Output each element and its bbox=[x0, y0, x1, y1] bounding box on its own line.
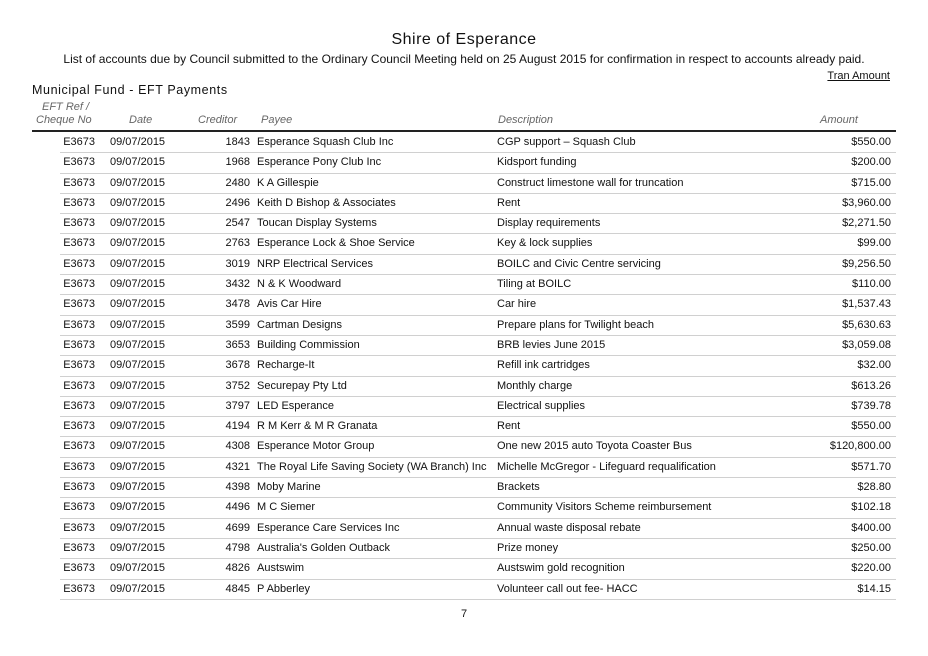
description-cell: BOILC and Civic Centre servicing bbox=[497, 257, 661, 270]
creditor-cell: 2763 bbox=[225, 237, 250, 250]
description-cell: Electrical supplies bbox=[497, 399, 586, 412]
description-cell: Kidsport funding bbox=[497, 156, 577, 169]
creditor-cell: 4496 bbox=[225, 501, 250, 514]
table-row bbox=[0, 153, 928, 173]
eft-ref-cell: E3673 bbox=[63, 481, 95, 494]
date-cell: 09/07/2015 bbox=[110, 359, 166, 372]
creditor-cell: 3752 bbox=[225, 379, 250, 392]
creditor-cell: 2480 bbox=[225, 176, 250, 189]
payee-cell: LED Esperance bbox=[257, 399, 335, 412]
eft-ref-cell: E3673 bbox=[63, 338, 95, 351]
amount-cell: $571.70 bbox=[851, 460, 891, 473]
payments-table bbox=[0, 133, 928, 600]
description-cell: Refill ink cartridges bbox=[497, 359, 590, 372]
payee-cell: N & K Woodward bbox=[257, 278, 342, 291]
amount-cell: $1,537.43 bbox=[842, 298, 891, 311]
header-divider bbox=[32, 130, 896, 132]
payee-cell: Australia's Golden Outback bbox=[257, 541, 390, 554]
document-subtitle: List of accounts due by Council submitted to the Ordinary Council Meeting held on 25 August 2015 for confirmation in respect to accounts already paid. bbox=[63, 52, 865, 66]
table-row bbox=[0, 559, 928, 579]
date-cell: 09/07/2015 bbox=[110, 521, 166, 534]
eft-ref-cell: E3673 bbox=[63, 237, 95, 250]
description-cell: One new 2015 auto Toyota Coaster Bus bbox=[497, 440, 692, 453]
table-row bbox=[0, 498, 928, 518]
column-header-amount: Amount bbox=[820, 114, 858, 126]
amount-cell: $613.26 bbox=[851, 379, 891, 392]
description-cell: Austswim gold recognition bbox=[497, 562, 625, 575]
payee-cell: The Royal Life Saving Society (WA Branch) Inc bbox=[257, 460, 487, 473]
amount-cell: $5,630.63 bbox=[842, 318, 891, 331]
amount-cell: $120,800.00 bbox=[829, 440, 891, 453]
table-row bbox=[0, 214, 928, 234]
creditor-cell: 4308 bbox=[225, 440, 250, 453]
amount-cell: $110.00 bbox=[852, 278, 891, 291]
eft-ref-cell: E3673 bbox=[63, 278, 95, 291]
creditor-cell: 2496 bbox=[225, 196, 250, 209]
creditor-cell: 3432 bbox=[225, 278, 250, 291]
eft-ref-cell: E3673 bbox=[63, 440, 95, 453]
creditor-cell: 3797 bbox=[225, 399, 250, 412]
column-header-creditor: Creditor bbox=[198, 114, 238, 126]
table-row bbox=[0, 336, 928, 356]
amount-cell: $14.15 bbox=[857, 582, 891, 595]
table-row bbox=[0, 234, 928, 254]
table-row bbox=[0, 478, 928, 498]
table-row bbox=[0, 458, 928, 478]
table-row bbox=[0, 133, 928, 153]
description-cell: Annual waste disposal rebate bbox=[497, 521, 641, 534]
payee-cell: Esperance Care Services Inc bbox=[257, 521, 400, 534]
eft-ref-cell: E3673 bbox=[63, 196, 95, 209]
payee-cell: R M Kerr & M R Granata bbox=[257, 420, 378, 433]
description-cell: Key & lock supplies bbox=[497, 237, 593, 250]
payee-cell: Keith D Bishop & Associates bbox=[257, 196, 396, 209]
amount-cell: $550.00 bbox=[851, 420, 891, 433]
creditor-cell: 4321 bbox=[225, 460, 250, 473]
date-cell: 09/07/2015 bbox=[110, 257, 166, 270]
table-row bbox=[0, 580, 928, 600]
date-cell: 09/07/2015 bbox=[110, 318, 166, 331]
column-header-payee: Payee bbox=[261, 114, 293, 126]
eft-ref-cell: E3673 bbox=[63, 399, 95, 412]
date-cell: 09/07/2015 bbox=[110, 460, 166, 473]
table-row bbox=[0, 539, 928, 559]
payee-cell: Esperance Pony Club Inc bbox=[257, 156, 382, 169]
payee-cell: Moby Marine bbox=[257, 481, 321, 494]
date-cell: 09/07/2015 bbox=[110, 562, 166, 575]
description-cell: Prepare plans for Twilight beach bbox=[497, 318, 654, 331]
amount-cell: $739.78 bbox=[851, 399, 891, 412]
creditor-cell: 4194 bbox=[225, 420, 250, 433]
amount-cell: $550.00 bbox=[851, 136, 891, 148]
eft-ref-cell: E3673 bbox=[63, 541, 95, 554]
eft-ref-cell: E3673 bbox=[63, 420, 95, 433]
date-cell: 09/07/2015 bbox=[110, 176, 166, 189]
description-cell: BRB levies June 2015 bbox=[497, 338, 606, 351]
eft-ref-cell: E3673 bbox=[63, 298, 95, 311]
date-cell: 09/07/2015 bbox=[110, 217, 166, 230]
table-row bbox=[0, 519, 928, 539]
date-cell: 09/07/2015 bbox=[110, 156, 166, 169]
eft-ref-cell: E3673 bbox=[63, 460, 95, 473]
date-cell: 09/07/2015 bbox=[110, 379, 166, 392]
date-cell: 09/07/2015 bbox=[110, 399, 166, 412]
eft-ref-cell: E3673 bbox=[63, 521, 95, 534]
eft-ref-cell: E3673 bbox=[63, 257, 95, 270]
date-cell: 09/07/2015 bbox=[110, 136, 166, 148]
creditor-cell: 3019 bbox=[225, 257, 250, 270]
description-cell: Tiling at BOILC bbox=[497, 278, 572, 291]
eft-ref-cell: E3673 bbox=[63, 359, 95, 372]
table-row bbox=[0, 316, 928, 336]
description-cell: Brackets bbox=[497, 481, 540, 494]
amount-cell: $9,256.50 bbox=[842, 257, 891, 270]
date-cell: 09/07/2015 bbox=[110, 298, 166, 311]
table-row bbox=[0, 356, 928, 376]
eft-ref-cell: E3673 bbox=[63, 156, 95, 169]
description-cell: Construct limestone wall for truncation bbox=[497, 176, 684, 189]
creditor-cell: 3599 bbox=[225, 318, 250, 331]
document-title: Shire of Esperance bbox=[391, 31, 537, 48]
amount-cell: $400.00 bbox=[851, 521, 891, 534]
creditor-cell: 2547 bbox=[225, 217, 250, 230]
payee-cell: P Abberley bbox=[257, 582, 311, 595]
description-cell: Michelle McGregor - Lifeguard requalification bbox=[497, 460, 716, 473]
payee-cell: M C Siemer bbox=[257, 501, 316, 514]
amount-cell: $200.00 bbox=[851, 156, 891, 169]
date-cell: 09/07/2015 bbox=[110, 237, 166, 250]
description-cell: Community Visitors Scheme reimbursement bbox=[497, 501, 712, 514]
creditor-cell: 1843 bbox=[225, 136, 250, 148]
table-row bbox=[0, 417, 928, 437]
description-cell: Rent bbox=[497, 196, 521, 209]
column-header-eft-ref: EFT Ref / bbox=[42, 101, 90, 113]
payee-cell: Toucan Display Systems bbox=[257, 217, 377, 230]
eft-ref-cell: E3673 bbox=[63, 318, 95, 331]
table-row bbox=[0, 275, 928, 295]
payee-cell: Avis Car Hire bbox=[257, 298, 322, 311]
payee-cell: NRP Electrical Services bbox=[257, 257, 373, 270]
column-header-date: Date bbox=[129, 114, 153, 126]
fund-heading: Municipal Fund - EFT Payments bbox=[32, 83, 228, 97]
page-number: 7 bbox=[460, 608, 468, 620]
date-cell: 09/07/2015 bbox=[110, 582, 166, 595]
table-row bbox=[0, 174, 928, 194]
payee-cell: Cartman Designs bbox=[257, 318, 342, 331]
creditor-cell: 4845 bbox=[225, 582, 250, 595]
date-cell: 09/07/2015 bbox=[110, 278, 166, 291]
creditor-cell: 4826 bbox=[225, 562, 250, 575]
amount-cell: $28.80 bbox=[857, 481, 891, 494]
creditor-cell: 4398 bbox=[225, 481, 250, 494]
payee-cell: Recharge-It bbox=[257, 359, 315, 372]
table-row bbox=[0, 194, 928, 214]
eft-ref-cell: E3673 bbox=[63, 136, 95, 148]
amount-cell: $32.00 bbox=[857, 359, 891, 372]
date-cell: 09/07/2015 bbox=[110, 338, 166, 351]
eft-ref-cell: E3673 bbox=[63, 562, 95, 575]
creditor-cell: 1968 bbox=[225, 156, 250, 169]
payee-cell: K A Gillespie bbox=[257, 176, 319, 189]
date-cell: 09/07/2015 bbox=[110, 481, 166, 494]
creditor-cell: 4699 bbox=[225, 521, 250, 534]
column-header-description: Description bbox=[498, 114, 554, 126]
amount-cell: $715.00 bbox=[851, 176, 891, 189]
column-header-cheque-no: Cheque No bbox=[36, 114, 92, 126]
date-cell: 09/07/2015 bbox=[110, 501, 166, 514]
description-cell: Prize money bbox=[497, 541, 559, 554]
payee-cell: Esperance Lock & Shoe Service bbox=[257, 237, 415, 250]
table-row bbox=[0, 437, 928, 457]
date-cell: 09/07/2015 bbox=[110, 440, 166, 453]
date-cell: 09/07/2015 bbox=[110, 420, 166, 433]
eft-ref-cell: E3673 bbox=[63, 582, 95, 595]
description-cell: CGP support – Squash Club bbox=[497, 136, 636, 148]
amount-cell: $3,059.08 bbox=[842, 338, 891, 351]
table-row bbox=[0, 255, 928, 275]
payee-cell: Esperance Motor Group bbox=[257, 440, 375, 453]
amount-cell: $250.00 bbox=[851, 541, 891, 554]
table-row bbox=[0, 377, 928, 397]
amount-cell: $220.00 bbox=[851, 562, 891, 575]
payee-cell: Securepay Pty Ltd bbox=[257, 379, 347, 392]
table-row bbox=[0, 295, 928, 315]
date-cell: 09/07/2015 bbox=[110, 541, 166, 554]
description-cell: Car hire bbox=[497, 298, 537, 311]
description-cell: Rent bbox=[497, 420, 521, 433]
amount-cell: $2,271.50 bbox=[842, 217, 891, 230]
eft-ref-cell: E3673 bbox=[63, 379, 95, 392]
description-cell: Monthly charge bbox=[497, 379, 573, 392]
payee-cell: Esperance Squash Club Inc bbox=[257, 136, 394, 148]
description-cell: Display requirements bbox=[497, 217, 601, 230]
date-cell: 09/07/2015 bbox=[110, 196, 166, 209]
table-row bbox=[0, 397, 928, 417]
creditor-cell: 3653 bbox=[225, 338, 250, 351]
eft-ref-cell: E3673 bbox=[63, 501, 95, 514]
creditor-cell: 3478 bbox=[225, 298, 250, 311]
tran-amount-label: Tran Amount bbox=[827, 70, 890, 82]
amount-cell: $99.00 bbox=[857, 237, 891, 250]
eft-ref-cell: E3673 bbox=[63, 176, 95, 189]
creditor-cell: 3678 bbox=[225, 359, 250, 372]
description-cell: Volunteer call out fee- HACC bbox=[497, 582, 638, 595]
amount-cell: $3,960.00 bbox=[842, 196, 891, 209]
creditor-cell: 4798 bbox=[225, 541, 250, 554]
amount-cell: $102.18 bbox=[851, 501, 891, 514]
payee-cell: Austswim bbox=[257, 562, 305, 575]
payee-cell: Building Commission bbox=[257, 338, 360, 351]
eft-ref-cell: E3673 bbox=[63, 217, 95, 230]
